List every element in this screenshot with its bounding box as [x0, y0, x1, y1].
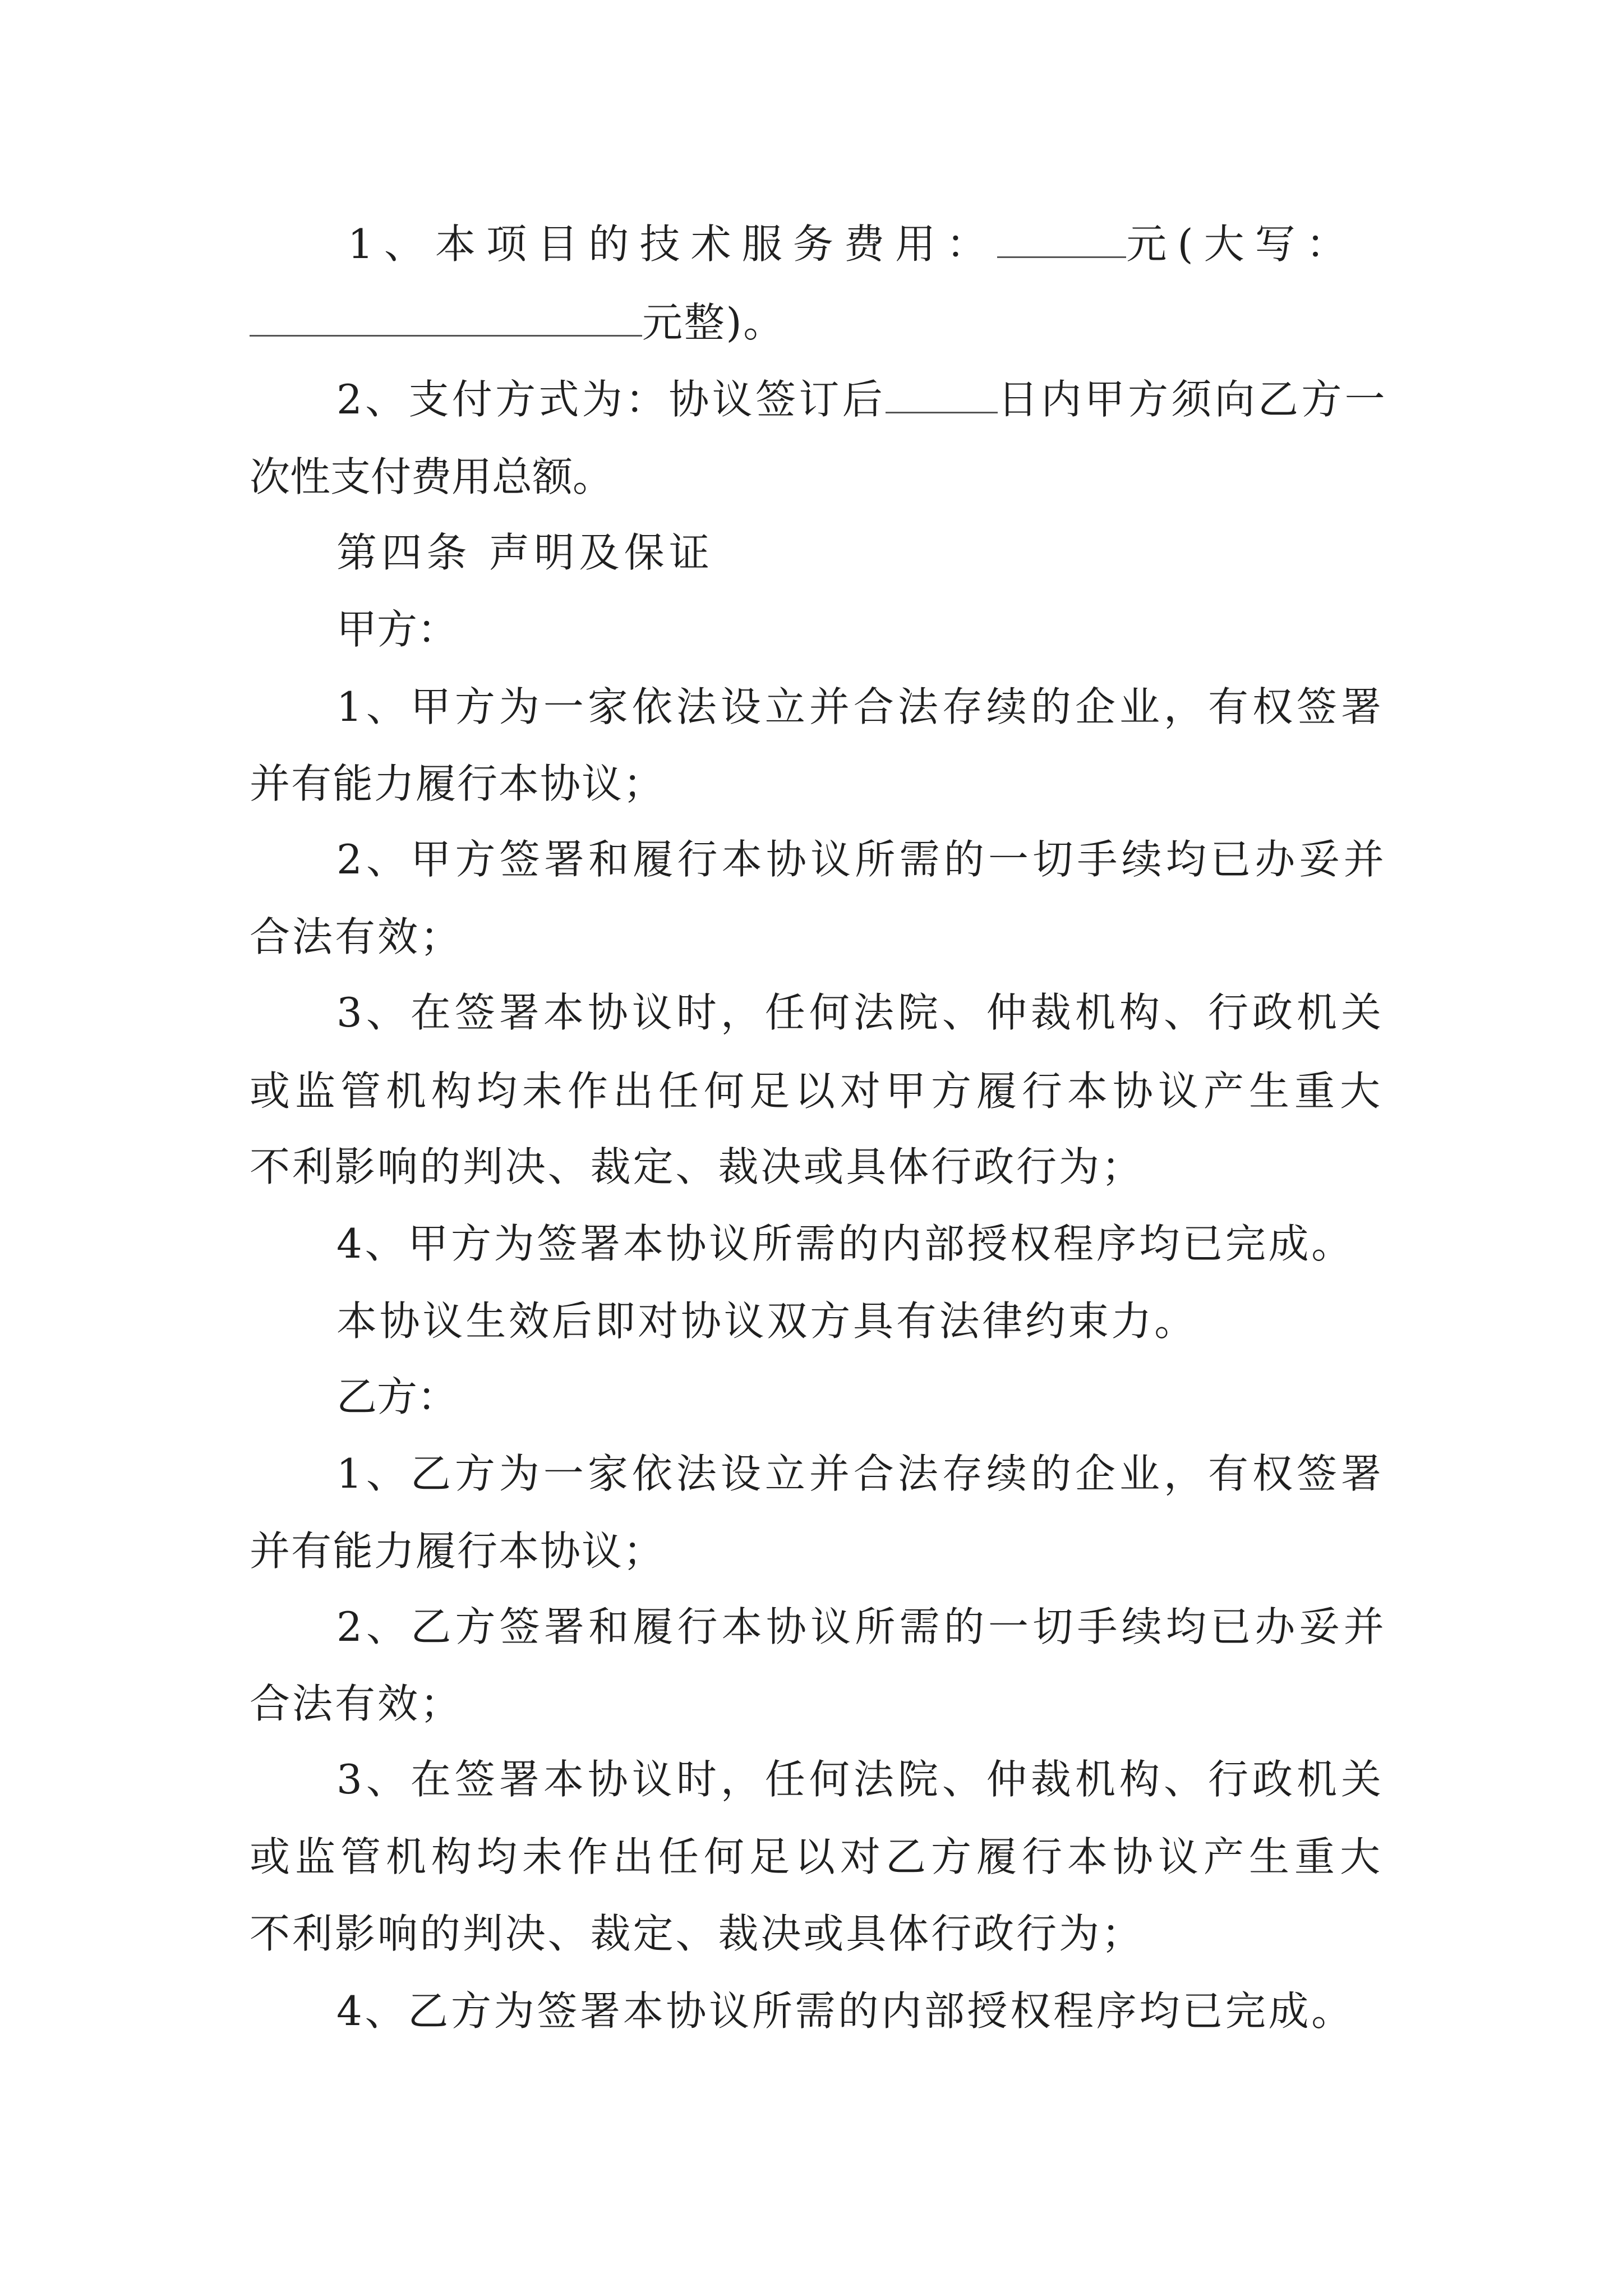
party-b-item-4-line-1	[336, 1987, 1354, 2035]
payment-line-2	[250, 453, 614, 500]
fee-line-2	[250, 299, 785, 346]
party-b-item-4-text: 4、乙方为签署本协议所需的内部授权程序均已完成。	[336, 1987, 1354, 2035]
party-b-item-3-continuation-2: 不利影响的判决、裁定、裁决或具体行政行为；	[250, 1910, 1144, 1957]
party-a-item-2-text: 2、甲方签署和履行本协议所需的一切手续均已办妥并	[336, 836, 1388, 883]
binding-effect-line	[336, 1297, 1197, 1345]
party-a-item-1-continuation: 并有能力履行本协议；	[250, 760, 665, 807]
party-b-item-3-line-2	[250, 1833, 1385, 1880]
payment-continuation: 次性支付费用总额。	[250, 453, 614, 500]
party-a-item-3-continuation-2: 不利影响的判决、裁定、裁决或具体行政行为；	[250, 1143, 1144, 1190]
fee-label: 1、本项目的技术服务费用：	[348, 220, 998, 268]
party-b-item-3-continuation: 或监管机构均未作出任何足以对乙方履行本协议产生重大	[250, 1833, 1385, 1880]
party-b-item-3-text: 3、在签署本协议时，任何法院、仲裁机构、行政机关	[336, 1756, 1385, 1803]
article4-title: 第四条 声明及保证	[336, 529, 714, 576]
party-a-heading	[336, 606, 458, 653]
fee-amount-blank	[997, 252, 1126, 258]
party-a-item-2-continuation: 合法有效；	[250, 913, 463, 960]
fee-line-1	[348, 220, 1357, 268]
party-a-item-1-text: 1、甲方为一家依法设立并合法存续的企业，有权签署	[336, 683, 1385, 730]
payment-line-1	[336, 376, 1388, 423]
party-b-item-1-line-2	[250, 1527, 665, 1575]
party-b-item-2-line-2	[250, 1680, 463, 1727]
party-a-item-3-line-2	[250, 1068, 1385, 1115]
party-b-item-1-text: 1、乙方为一家依法设立并合法存续的企业，有权签署	[336, 1450, 1385, 1497]
fee-capital-suffix: 元整)。	[642, 299, 785, 346]
fee-unit: 元(大写：	[1126, 220, 1357, 268]
party-a-item-4-text: 4、甲方为签署本协议所需的内部授权程序均已完成。	[336, 1220, 1354, 1267]
party-a-item-3-continuation: 或监管机构均未作出任何足以对甲方履行本协议产生重大	[250, 1068, 1385, 1115]
party-b-label: 乙方：	[336, 1373, 458, 1420]
payment-label: 2、支付方式为：协议签订后	[336, 376, 886, 423]
payment-text: 日内甲方须向乙方一	[998, 376, 1388, 423]
party-b-item-2-text: 2、乙方签署和履行本协议所需的一切手续均已办妥并	[336, 1603, 1388, 1650]
party-b-item-3-line-1	[336, 1756, 1385, 1803]
party-a-item-1-line-2	[250, 760, 665, 807]
party-b-item-3-line-3	[250, 1910, 1144, 1957]
fee-capital-blank	[250, 331, 642, 337]
party-a-item-3-text: 3、在签署本协议时，任何法院、仲裁机构、行政机关	[336, 989, 1385, 1036]
party-a-item-3-line-3	[250, 1143, 1144, 1190]
party-a-item-1-line-1	[336, 683, 1385, 730]
party-a-label: 甲方：	[336, 606, 458, 653]
party-a-item-2-line-1	[336, 836, 1388, 883]
binding-effect-text: 本协议生效后即对协议双方具有法律约束力。	[336, 1297, 1197, 1345]
party-b-item-1-line-1	[336, 1450, 1385, 1497]
party-b-item-1-continuation: 并有能力履行本协议；	[250, 1527, 665, 1575]
party-a-item-4-line-1	[336, 1220, 1354, 1267]
party-a-item-2-line-2	[250, 913, 463, 960]
payment-days-blank	[886, 408, 998, 413]
party-b-heading	[336, 1373, 458, 1420]
party-b-item-2-line-1	[336, 1603, 1388, 1650]
party-b-item-2-continuation: 合法有效；	[250, 1680, 463, 1727]
article4-heading	[336, 529, 714, 576]
party-a-item-3-line-1	[336, 989, 1385, 1036]
